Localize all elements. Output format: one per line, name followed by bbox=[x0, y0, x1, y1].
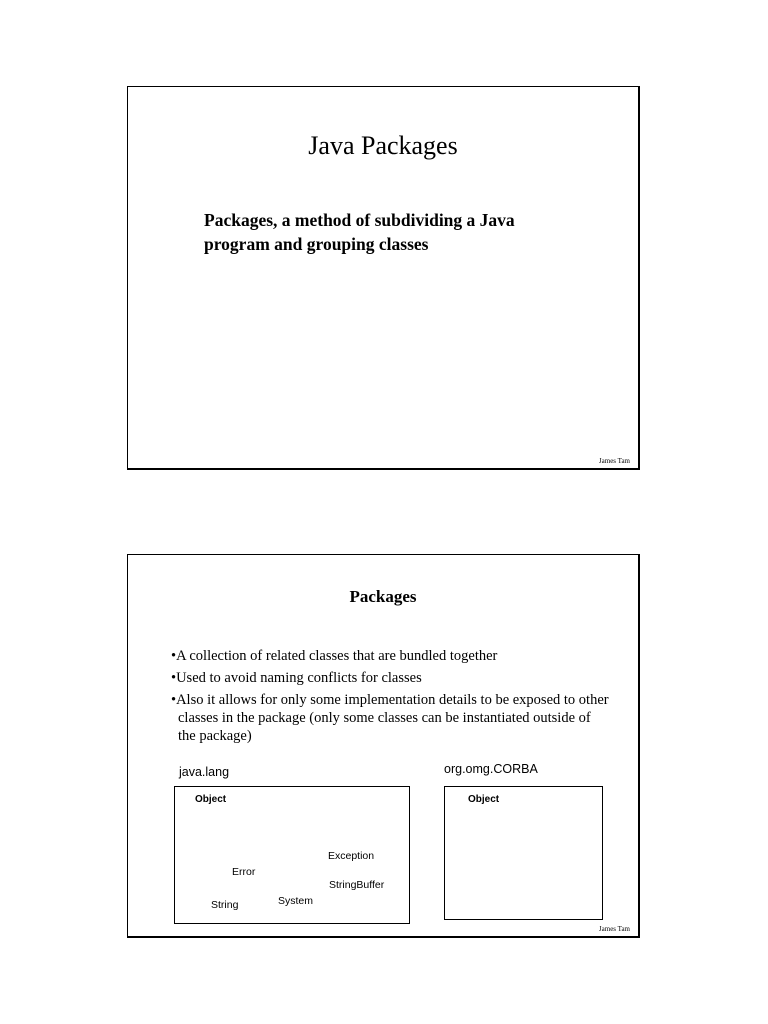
package-box-org-omg-corba bbox=[444, 786, 603, 920]
package-box-java-lang bbox=[174, 786, 410, 924]
class-object: Object bbox=[468, 794, 500, 805]
class-error: Error bbox=[232, 866, 256, 878]
slide-java-packages bbox=[127, 86, 640, 470]
bullet-item: •A collection of related classes that are bundled together bbox=[171, 648, 498, 664]
class-system: System bbox=[278, 895, 314, 907]
slide-packages bbox=[127, 554, 640, 938]
bullet-item: •Used to avoid naming conflicts for classes bbox=[171, 670, 422, 686]
slide-footer-author: James Tam bbox=[598, 925, 630, 933]
slide-title: Java Packages bbox=[308, 131, 458, 160]
package-label-org-omg-corba: org.omg.CORBA bbox=[444, 762, 538, 776]
package-label-java-lang: java.lang bbox=[179, 765, 230, 779]
class-object: Object bbox=[195, 794, 227, 805]
slide-footer-author: James Tam bbox=[598, 457, 630, 465]
class-string: String bbox=[211, 899, 239, 911]
slide-title: Packages bbox=[349, 587, 417, 606]
class-stringbuffer: StringBuffer bbox=[329, 879, 385, 891]
slide-intro-text: Packages, a method of subdividing a Java program and grouping classes bbox=[204, 210, 515, 254]
class-exception: Exception bbox=[328, 850, 375, 862]
bullet-item: •Also it allows for only some implementation details to be exposed to other classes in the package (only some classes can be instantiated outside of the package) bbox=[171, 692, 609, 744]
bullet-list bbox=[171, 647, 611, 749]
